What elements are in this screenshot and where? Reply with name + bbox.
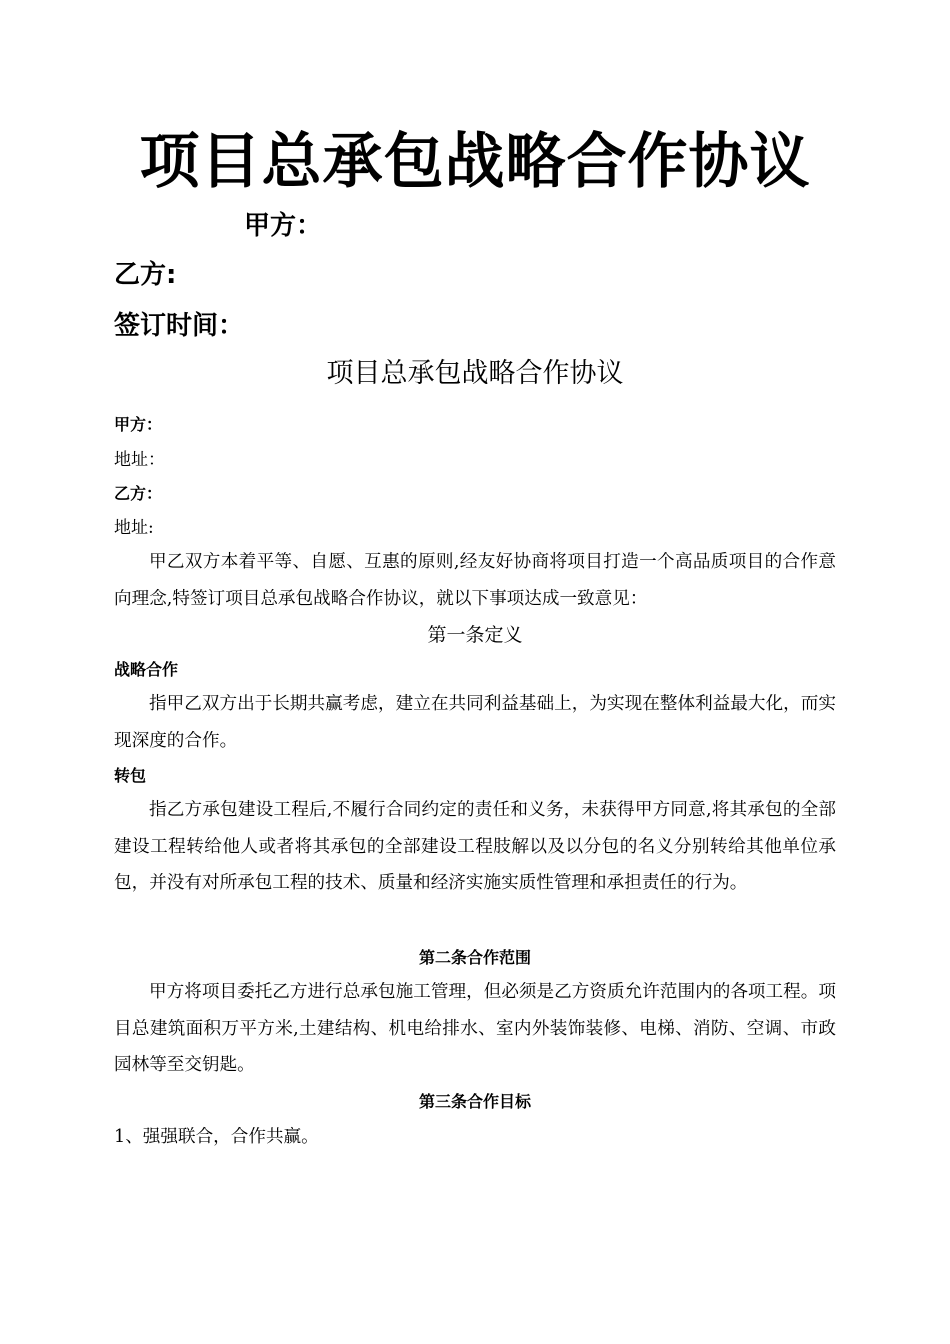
party-a-label: 甲方：	[114, 415, 163, 434]
article-3-item-1: 1、强强联合，合作共赢。	[114, 1127, 319, 1147]
article-3-title: 第三条合作目标	[418, 1092, 531, 1111]
party-a-address-label: 地址：	[114, 450, 165, 470]
term-strategic-cooperation-definition: 指甲乙双方出于长期共赢考虑，建立在共同利益基础上，为实现在整体利益最大化，而实现深度的合作。	[114, 694, 836, 751]
cover-title: 项目总承包战略合作协议	[139, 127, 811, 197]
article-2-body: 甲方将项目委托乙方进行总承包施工管理，但必须是乙方资质允许范围内的各项工程。项目总建筑面积万平方米,土建结构、机电给排水、室内外装饰装修、电梯、消防、空调、市政园林等至交钥匙。	[114, 982, 836, 1075]
term-subcontracting-definition: 指乙方承包建设工程后,不履行合同约定的责任和义务，未获得甲方同意,将其承包的全部建设工程转给他人或者将其承包的全部建设工程肢解以及以分包的名义分别转给其他单位承包，并没有对所承包工程的技术、质量和经济实施实质性管理和承担责任的行为。	[114, 800, 836, 893]
cover-party-b-label: 乙方:	[114, 260, 177, 290]
document-title: 项目总承包战略合作协议	[326, 358, 624, 389]
preamble-paragraph: 甲乙双方本着平等、自愿、互惠的原则,经友好协商将项目打造一个高品质项目的合作意向理念,特签订项目总承包战略合作协议，就以下事项达成一致意见：	[114, 552, 836, 609]
party-b-address-label: 地址:	[114, 518, 154, 538]
cover-sign-date-label: 签订时间：	[114, 311, 245, 341]
party-b-label: 乙方：	[114, 484, 163, 503]
cover-party-a-label: 甲方：	[244, 211, 323, 241]
term-subcontracting: 转包	[114, 766, 147, 785]
term-strategic-cooperation: 战略合作	[114, 660, 179, 679]
article-1-title: 第一条定义	[427, 624, 523, 646]
article-2-title: 第二条合作范围	[418, 948, 531, 967]
